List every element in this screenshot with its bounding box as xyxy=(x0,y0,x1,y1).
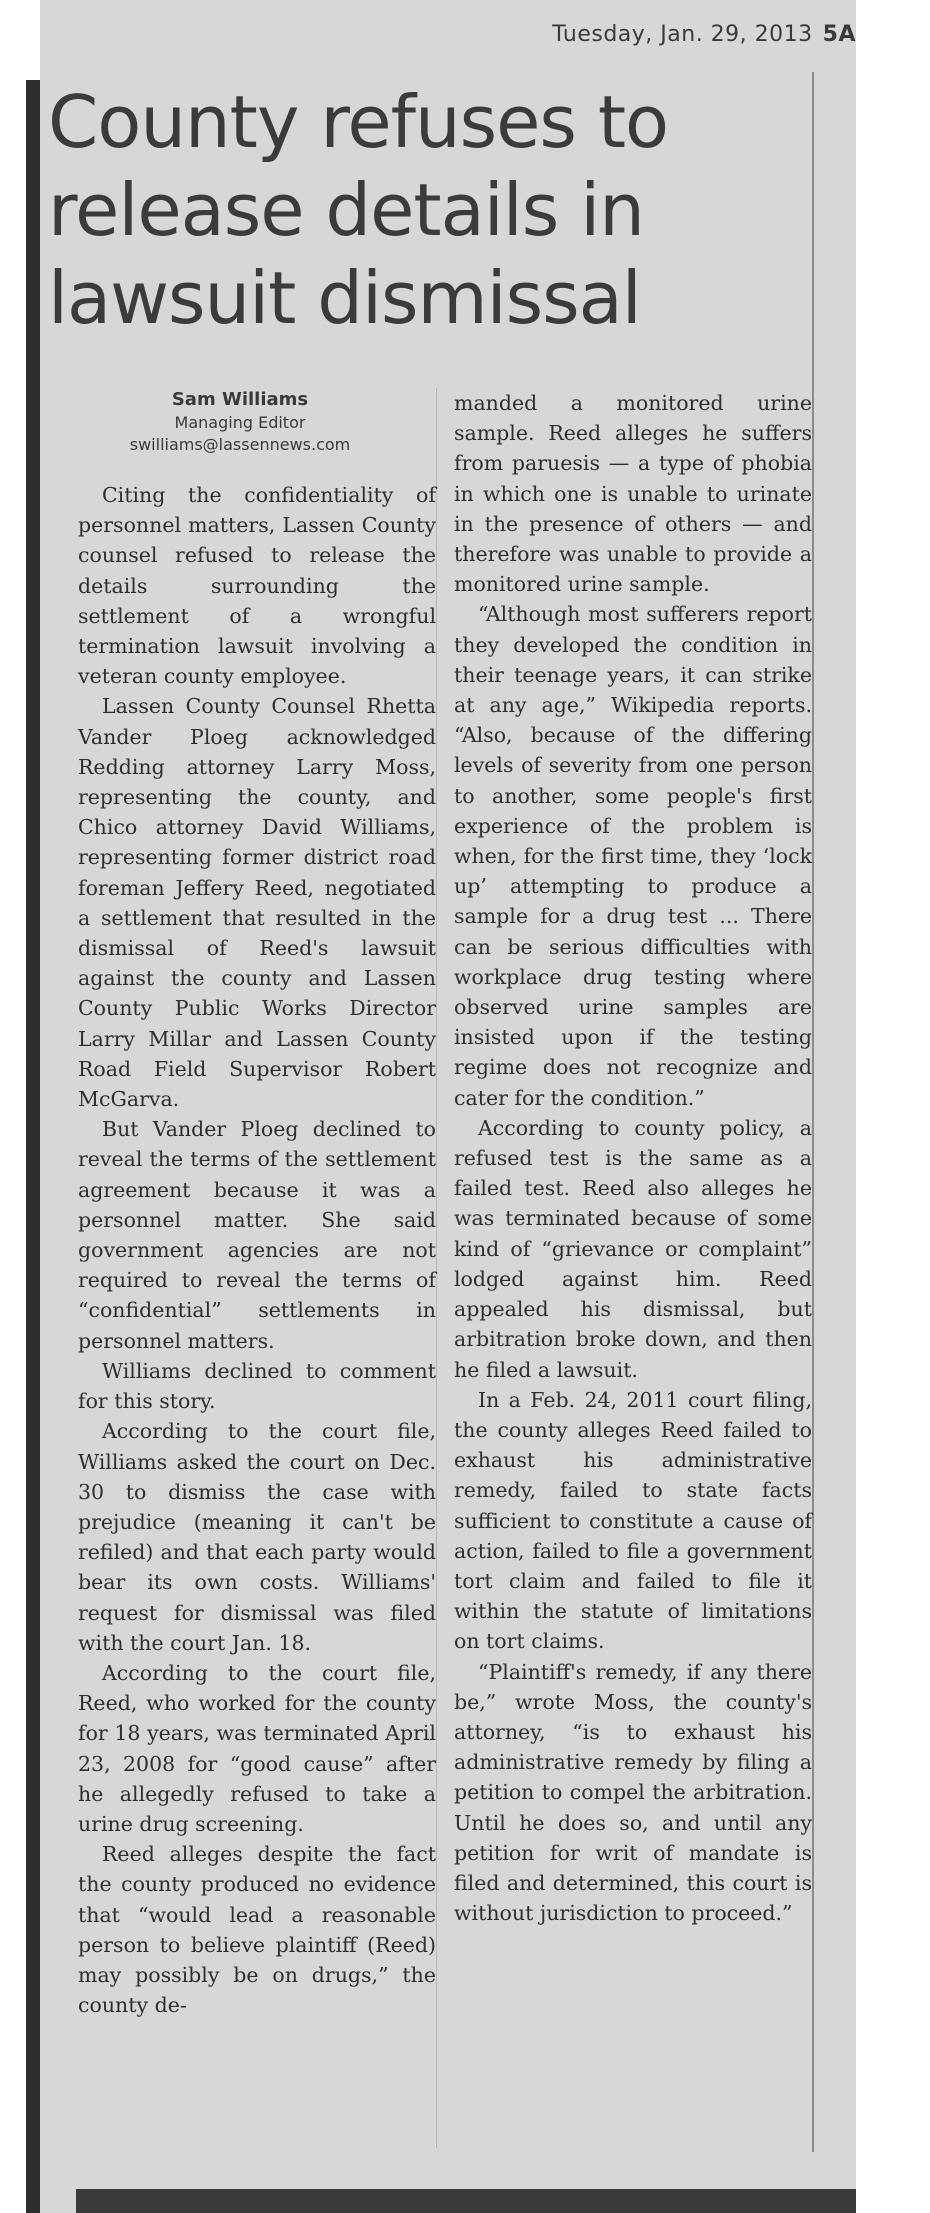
article-column-2 xyxy=(454,388,812,1928)
article-column-1 xyxy=(78,480,436,2020)
dateline xyxy=(552,22,856,47)
right-rule xyxy=(812,72,814,2152)
paragraph: Citing the confidentiality of personnel matters, Lassen County counsel refused to release the details surrounding the settlement of a wrongful termination lawsuit involving a veteran county employee. xyxy=(78,483,436,689)
paragraph: manded a monitored urine sample. Reed alleges he suffers from paruesis — a type of phobia in which one is unable to urinate in the presence of others — and therefore was unable to provide a monitored urine sample. xyxy=(454,391,812,597)
paragraph: Reed alleges despite the fact the county produced no evidence that “would lead a reasonable person to believe plaintiff (Reed) may possibly be on drugs,” the county de- xyxy=(78,1842,436,2018)
column-gutter xyxy=(436,388,437,2148)
paragraph: Lassen County Counsel Rhetta Vander Ploeg acknowledged Redding attorney Larry Moss, representing the county, and Chico attorney David Williams, representing former district road foreman Jeffery Reed, negotiated a settlement that resulted in the dismissal of Reed's lawsuit against the county and Lassen County Public Works Director Larry Millar and Lassen County Road Field Supervisor Robert McGarva. xyxy=(78,694,436,1112)
author-name: Sam Williams xyxy=(171,389,309,410)
page-number: 5A xyxy=(822,22,856,47)
paragraph: “Although most sufferers report they developed the condition in their teenage years, it can strike at any age,” Wikipedia reports. “Also, because of the differing levels of severity from one person to another, some people's first experience of the problem is when, for the first time, they ‘lock up’ attempting to produce a sample for a drug test ... There can be serious difficulties with workplace drug testing where observed urine samples are insisted upon if the testing regime does not recognize and cater for the condition.” xyxy=(454,602,812,1110)
paragraph: Williams declined to comment for this story. xyxy=(78,1358,436,1414)
paragraph: According to county policy, a refused test is the same as a failed test. Reed also alleges he was terminated because of some kind of “grievance or complaint” lodged against him. Reed appealed his dismissal, but arbitration broke down, and then he filed a lawsuit. xyxy=(454,1115,812,1382)
paragraph: But Vander Ploeg declined to reveal the terms of the settlement agreement because it was a personnel matter. She said government agencies are not required to reveal the terms of “confidential” settlements in personnel matters. xyxy=(78,1117,436,1353)
author-role: Managing Editor xyxy=(174,413,306,432)
paragraph: According to the court file, Reed, who worked for the county for 18 years, was terminated April 23, 2008 for “good cause” after he allegedly refused to take a urine drug screening. xyxy=(78,1660,436,1836)
byline xyxy=(70,388,410,456)
date-text: Tuesday, Jan. 29, 2013 xyxy=(552,22,813,47)
headline: County refuses to release details in lawsuit dismissal xyxy=(48,80,669,340)
paragraph: “Plaintiff's remedy, if any there be,” wrote Moss, the county's attorney, “is to exhaust his administrative remedy by filing a petition to compel the arbitration. Until he does so, and until any petition for writ of mandate is filed and determined, this court is without jurisdiction to proceed.” xyxy=(454,1659,812,1926)
author-email: swilliams@lassennews.com xyxy=(129,435,351,454)
paragraph: In a Feb. 24, 2011 court filing, the county alleges Reed failed to exhaust his administrative remedy, failed to state facts sufficient to constitute a cause of action, failed to file a government tort claim and failed to file it within the statute of limitations on tort claims. xyxy=(454,1387,812,1654)
paragraph: According to the court file, Williams asked the court on Dec. 30 to dismiss the case with prejudice (meaning it can't be refiled) and that each party would bear its own costs. Williams' request for dismissal was filed with the court Jan. 18. xyxy=(78,1419,436,1655)
